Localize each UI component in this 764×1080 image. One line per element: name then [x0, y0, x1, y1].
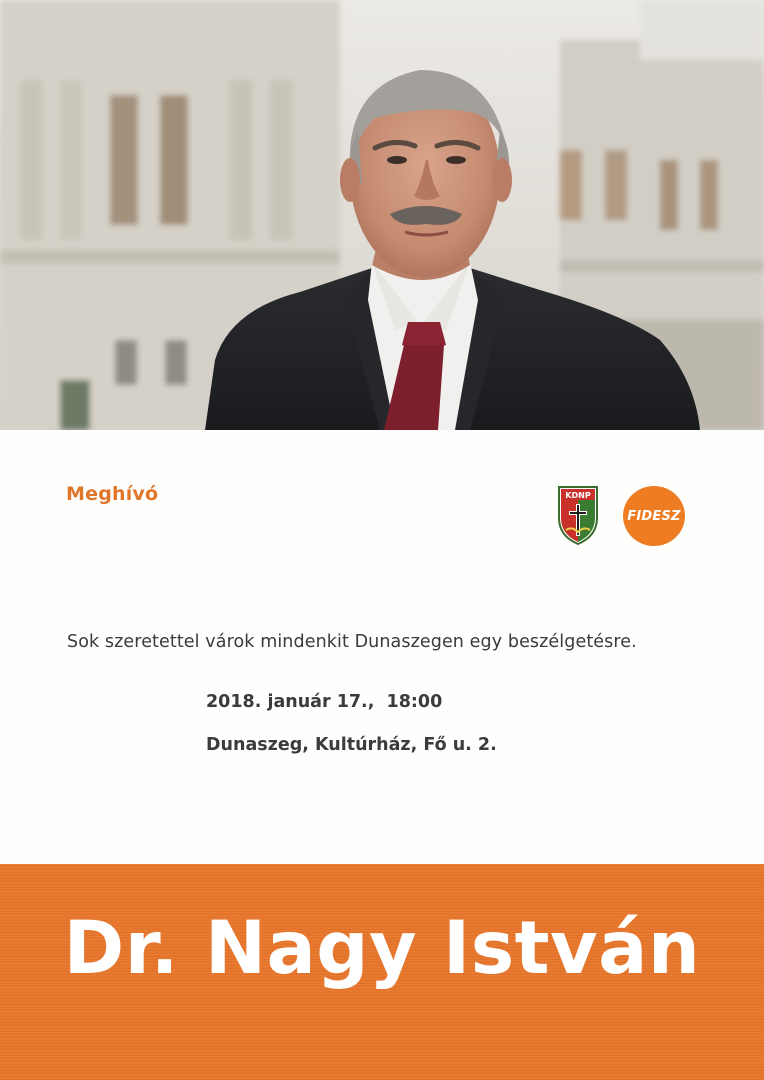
- event-location: Dunaszeg, Kultúrház, Fő u. 2.: [206, 735, 497, 755]
- kdnp-logo-text: KDNP: [565, 491, 591, 500]
- fidesz-logo: [623, 486, 685, 546]
- fidesz-logo-text: FIDESZ: [627, 508, 681, 524]
- event-date-time: 2018. január 17., 18:00: [206, 692, 443, 712]
- speaker-photo: [0, 0, 764, 430]
- kdnp-logo: [556, 484, 600, 546]
- speaker-name-band: [0, 864, 764, 1080]
- speaker-name: Dr. Nagy István: [63, 906, 701, 991]
- invitation-label: Meghívó: [66, 483, 159, 505]
- invitation-message: Sok szeretettel várok mindenkit Dunaszegen egy beszélgetésre.: [67, 632, 637, 652]
